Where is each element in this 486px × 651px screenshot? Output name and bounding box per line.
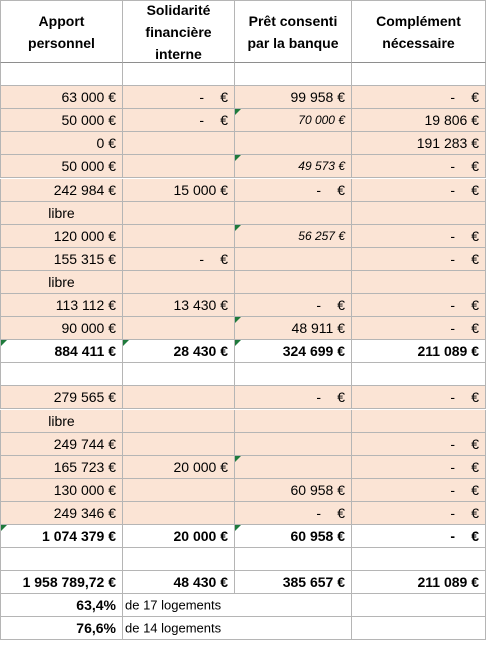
column-header[interactable] [123, 0, 235, 63]
table-cell[interactable] [0, 63, 123, 86]
table-cell[interactable] [0, 155, 123, 178]
cell-currency: € [471, 389, 479, 406]
percentage-cell[interactable] [0, 617, 123, 640]
table-cell[interactable] [235, 225, 352, 248]
cell-currency: € [471, 250, 479, 267]
table-cell[interactable] [123, 248, 235, 271]
table-cell[interactable] [235, 179, 352, 202]
table-cell[interactable] [0, 202, 123, 225]
table-row [0, 132, 486, 155]
cell-value: 191 283 € [416, 135, 479, 152]
table-row [0, 433, 486, 456]
table-cell[interactable] [0, 86, 123, 109]
table-row [0, 202, 486, 225]
table-cell[interactable] [123, 179, 235, 202]
cell-currency: € [337, 389, 345, 406]
cell-value: 884 411 € [54, 343, 116, 360]
cell-value: 49 573 € [298, 159, 345, 174]
cell-currency: € [220, 89, 228, 106]
cell-dash: - [199, 250, 204, 267]
table-cell[interactable] [123, 155, 235, 178]
percentage-value: 76,6% [76, 620, 116, 637]
table-cell[interactable] [352, 202, 486, 225]
table-cell[interactable] [0, 271, 123, 294]
cell-currency: € [337, 181, 345, 198]
cell-value: 20 000 € [173, 458, 228, 475]
table-cell[interactable] [352, 86, 486, 109]
cell-value: 113 112 € [55, 297, 116, 314]
cell-currency: € [471, 227, 479, 244]
column-header[interactable] [235, 0, 352, 63]
table-row [0, 317, 486, 340]
table-cell[interactable] [235, 340, 352, 363]
percentage-label: de 17 logements [125, 597, 222, 613]
column-header-label: Complément nécessaire [376, 12, 461, 51]
cell-dash: - [450, 250, 455, 267]
table-cell[interactable] [0, 225, 123, 248]
cell-value: 19 806 € [424, 112, 479, 129]
table-row [0, 617, 486, 640]
table-cell[interactable] [123, 225, 235, 248]
comment-marker [235, 525, 241, 531]
table-cell[interactable] [352, 340, 486, 363]
table-row [0, 456, 486, 479]
table-cell[interactable] [235, 502, 352, 525]
table-row [0, 179, 486, 202]
cell-currency: € [471, 458, 479, 475]
cell-value: 1 074 379 € [42, 528, 116, 545]
table-row [0, 594, 486, 617]
column-header[interactable] [352, 0, 486, 63]
cell-dash: - [450, 181, 455, 198]
table-cell[interactable] [0, 386, 123, 409]
table-cell[interactable] [235, 363, 352, 386]
table-cell[interactable] [123, 294, 235, 317]
percentage-label-cell[interactable] [123, 594, 352, 617]
table-cell[interactable] [235, 63, 352, 86]
table-cell[interactable] [123, 363, 235, 386]
cell-value: 63 000 € [61, 89, 116, 106]
comment-marker [235, 456, 241, 462]
total-row [0, 571, 486, 594]
table-cell[interactable] [352, 594, 486, 617]
table-row [0, 155, 486, 178]
table-cell[interactable] [0, 548, 123, 571]
table-cell[interactable] [123, 202, 235, 225]
cell-dash: - [450, 158, 455, 175]
cell-currency: € [471, 181, 479, 198]
cell-dash: - [450, 458, 455, 475]
table-cell[interactable] [123, 132, 235, 155]
table-cell[interactable] [235, 155, 352, 178]
table-cell[interactable] [123, 86, 235, 109]
table-row [0, 386, 486, 409]
table-cell[interactable] [123, 571, 235, 594]
table-cell[interactable] [0, 571, 123, 594]
cell-value: 60 958 € [290, 481, 345, 498]
cell-currency: € [471, 320, 479, 337]
comment-marker [1, 525, 7, 531]
table-cell[interactable] [235, 294, 352, 317]
table-cell[interactable] [235, 410, 352, 433]
table-cell[interactable] [123, 525, 235, 548]
table-cell[interactable] [0, 433, 123, 456]
table-row [0, 225, 486, 248]
blank-row [0, 548, 486, 571]
table-cell[interactable] [235, 202, 352, 225]
table-cell[interactable] [235, 433, 352, 456]
table-row [0, 502, 486, 525]
table-cell[interactable] [352, 456, 486, 479]
percentage-label: de 14 logements [125, 620, 222, 636]
cell-value: 28 430 € [173, 343, 228, 360]
cell-value: 242 984 € [53, 181, 116, 198]
table-cell[interactable] [123, 433, 235, 456]
table-cell[interactable] [352, 317, 486, 340]
cell-dash: - [450, 389, 455, 406]
table-cell[interactable] [123, 479, 235, 502]
table-cell[interactable] [0, 248, 123, 271]
comment-marker [235, 109, 241, 115]
blank-row [0, 63, 486, 86]
table-cell[interactable] [0, 340, 123, 363]
cell-dash: - [199, 112, 204, 129]
table-cell[interactable] [352, 525, 486, 548]
cell-value: libre [48, 204, 75, 221]
cell-currency: € [337, 504, 345, 521]
cell-value: 165 723 € [53, 458, 116, 475]
table-cell[interactable] [123, 410, 235, 433]
total-row [0, 525, 486, 548]
table-cell[interactable] [352, 548, 486, 571]
column-header-label: Solidarité financière interne [145, 1, 212, 62]
table-cell[interactable] [352, 386, 486, 409]
table-cell[interactable] [352, 63, 486, 86]
cell-currency: € [337, 297, 345, 314]
table-cell[interactable] [123, 271, 235, 294]
cell-value: 1 958 789,72 € [22, 574, 116, 591]
table-cell[interactable] [235, 479, 352, 502]
table-cell[interactable] [235, 456, 352, 479]
cell-dash: - [450, 481, 455, 498]
percentage-label-cell[interactable] [123, 617, 352, 640]
cell-dash: - [316, 181, 321, 198]
table-cell[interactable] [0, 525, 123, 548]
table-cell[interactable] [352, 410, 486, 433]
percentage-value: 63,4% [76, 597, 116, 614]
cell-value: 70 000 € [298, 113, 345, 128]
table-cell[interactable] [235, 548, 352, 571]
cell-value: 130 000 € [53, 481, 116, 498]
table-cell[interactable] [123, 109, 235, 132]
table-cell[interactable] [0, 363, 123, 386]
total-row [0, 340, 486, 363]
cell-value: 249 346 € [53, 504, 116, 521]
blank-row [0, 363, 486, 386]
table-cell[interactable] [0, 456, 123, 479]
cell-currency: € [220, 112, 228, 129]
cell-value: 50 000 € [61, 112, 116, 129]
table-cell[interactable] [0, 109, 123, 132]
cell-value: 120 000 € [53, 227, 116, 244]
table-cell[interactable] [352, 132, 486, 155]
percentage-cell[interactable] [0, 594, 123, 617]
table-cell[interactable] [235, 317, 352, 340]
cell-value: 279 565 € [53, 389, 116, 406]
table-cell[interactable] [0, 132, 123, 155]
table-cell[interactable] [352, 225, 486, 248]
cell-value: 20 000 € [173, 528, 228, 545]
cell-value: 50 000 € [61, 158, 116, 175]
cell-currency: € [220, 250, 228, 267]
cell-currency: € [471, 435, 479, 452]
cell-dash: - [450, 528, 455, 545]
cell-dash: - [316, 504, 321, 521]
cell-value: libre [48, 273, 75, 290]
table-cell[interactable] [0, 410, 123, 433]
table-cell[interactable] [235, 248, 352, 271]
table-cell[interactable] [235, 86, 352, 109]
table-cell[interactable] [123, 548, 235, 571]
header-row [0, 0, 486, 63]
column-header-label: Prêt consenti par la banque [247, 12, 339, 51]
cell-dash: - [316, 389, 321, 406]
cell-currency: € [471, 158, 479, 175]
cell-value: 90 000 € [61, 320, 116, 337]
cell-value: 60 958 € [290, 528, 345, 545]
table-row [0, 86, 486, 109]
table-cell[interactable] [123, 456, 235, 479]
table-cell[interactable] [235, 386, 352, 409]
cell-value: 324 699 € [282, 343, 345, 360]
cell-currency: € [471, 504, 479, 521]
table-cell[interactable] [123, 340, 235, 363]
table-cell[interactable] [352, 502, 486, 525]
cell-value: libre [48, 412, 75, 429]
table-row [0, 294, 486, 317]
comment-marker [235, 225, 241, 231]
table-cell[interactable] [352, 271, 486, 294]
cell-dash: - [450, 504, 455, 521]
table-row [0, 271, 486, 294]
cell-value: 48 911 € [291, 320, 345, 337]
comment-marker [235, 317, 241, 323]
cell-value: 13 430 € [173, 297, 228, 314]
table-cell[interactable] [0, 317, 123, 340]
table-cell[interactable] [123, 502, 235, 525]
cell-value: 56 257 € [298, 228, 345, 243]
cell-dash: - [450, 435, 455, 452]
table-cell[interactable] [352, 109, 486, 132]
cell-value: 385 657 € [282, 574, 345, 591]
cell-currency: € [471, 89, 479, 106]
cell-currency: € [471, 481, 479, 498]
table-cell[interactable] [123, 63, 235, 86]
cell-currency: € [471, 528, 479, 545]
table-cell[interactable] [352, 571, 486, 594]
table-cell[interactable] [352, 363, 486, 386]
cell-dash: - [450, 89, 455, 106]
table-cell[interactable] [352, 433, 486, 456]
table-cell[interactable] [352, 179, 486, 202]
cell-value: 15 000 € [173, 181, 228, 198]
table-cell[interactable] [352, 155, 486, 178]
table-row [0, 248, 486, 271]
cell-value: 48 430 € [173, 574, 228, 591]
column-header-label: Apport personnel [28, 12, 95, 51]
cell-value: 155 315 € [53, 250, 116, 267]
cell-dash: - [199, 89, 204, 106]
table-cell[interactable] [352, 617, 486, 640]
cell-dash: - [450, 227, 455, 244]
table-cell[interactable] [235, 571, 352, 594]
table-cell[interactable] [123, 386, 235, 409]
table-cell[interactable] [123, 317, 235, 340]
table-cell[interactable] [0, 479, 123, 502]
table-cell[interactable] [0, 179, 123, 202]
table-cell[interactable] [0, 502, 123, 525]
cell-value: 249 744 € [53, 435, 116, 452]
table-cell[interactable] [235, 132, 352, 155]
table-cell[interactable] [352, 479, 486, 502]
column-header[interactable] [0, 0, 123, 63]
cell-dash: - [450, 320, 455, 337]
cell-currency: € [471, 297, 479, 314]
table-cell[interactable] [235, 109, 352, 132]
table-row [0, 109, 486, 132]
cell-dash: - [450, 297, 455, 314]
comment-marker [235, 340, 241, 346]
table-cell[interactable] [0, 294, 123, 317]
table-row [0, 479, 486, 502]
table-row [0, 410, 486, 433]
comment-marker [1, 340, 7, 346]
cell-value: 0 € [96, 135, 116, 152]
table-cell[interactable] [352, 248, 486, 271]
cell-value: 211 089 € [417, 574, 479, 591]
table-cell[interactable] [352, 294, 486, 317]
cell-value: 211 089 € [417, 343, 479, 360]
comment-marker [235, 155, 241, 161]
comment-marker [123, 340, 129, 346]
cell-dash: - [316, 297, 321, 314]
table-cell[interactable] [235, 271, 352, 294]
table-cell[interactable] [235, 525, 352, 548]
cell-value: 99 958 € [290, 89, 345, 106]
